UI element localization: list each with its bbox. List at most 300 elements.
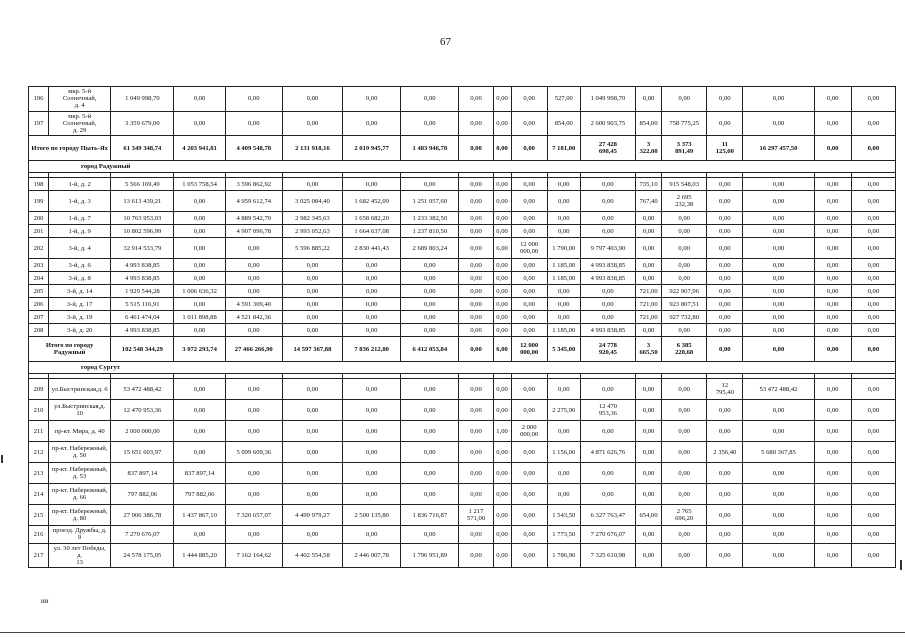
row-number: 208 <box>29 324 49 337</box>
value-cell: 0,00 <box>343 526 401 543</box>
value-cell: 0,00 <box>511 212 547 225</box>
total-value-cell: 1 483 946,78 <box>401 136 459 161</box>
value-cell: 0,00 <box>343 400 401 421</box>
city-heading-row <box>29 161 896 173</box>
table-row <box>29 178 896 191</box>
value-cell: 0,00 <box>851 238 895 259</box>
value-cell: 7 325 610,98 <box>580 543 635 568</box>
value-cell: 2 356,40 <box>707 442 743 463</box>
value-cell: 1 185,00 <box>547 324 580 337</box>
value-cell: 0,00 <box>493 298 511 311</box>
value-cell: 0,00 <box>511 259 547 272</box>
value-cell: 0,00 <box>225 379 282 400</box>
value-cell: 0,00 <box>282 324 342 337</box>
city-heading: город Сургут <box>29 362 896 374</box>
value-cell: 32 914 533,79 <box>111 238 174 259</box>
value-cell: 5 566 169,49 <box>111 178 174 191</box>
value-cell: 0,00 <box>282 272 342 285</box>
row-number: 200 <box>29 212 49 225</box>
value-cell: 0,00 <box>707 272 743 285</box>
value-cell: 0,00 <box>343 259 401 272</box>
value-cell: 797 882,06 <box>111 484 174 505</box>
value-cell: 0,00 <box>459 238 493 259</box>
value-cell: 1 796 951,89 <box>401 543 459 568</box>
row-number: 216 <box>29 526 49 543</box>
value-cell: 2 500 135,80 <box>343 505 401 526</box>
value-cell: 0,00 <box>493 212 511 225</box>
value-cell: 1 444 885,20 <box>174 543 225 568</box>
value-cell: 0,00 <box>547 225 580 238</box>
value-cell: 0,00 <box>401 400 459 421</box>
value-cell: 0,00 <box>743 484 814 505</box>
value-cell: 0,00 <box>851 463 895 484</box>
value-cell: 0,00 <box>580 379 635 400</box>
value-cell: 4 959 612,74 <box>225 191 282 212</box>
total-value-cell: 0,00 <box>493 136 511 161</box>
value-cell: 0,00 <box>511 178 547 191</box>
value-cell: 0,00 <box>851 225 895 238</box>
value-cell: 0,00 <box>174 272 225 285</box>
table-row <box>29 543 896 568</box>
table-row <box>29 225 896 238</box>
value-cell: 0,00 <box>743 111 814 136</box>
value-cell: 0,00 <box>547 463 580 484</box>
value-cell: 0,00 <box>636 259 662 272</box>
value-cell: 2 695 232,38 <box>662 191 707 212</box>
value-cell: 0,00 <box>547 311 580 324</box>
table-row <box>29 285 896 298</box>
total-value-cell: 0,00 <box>851 136 895 161</box>
value-cell: 0,00 <box>401 526 459 543</box>
address-cell: 3-й, д. 8 <box>49 272 111 285</box>
total-value-cell: 6 385 228,68 <box>662 337 707 362</box>
value-cell: 0,00 <box>743 259 814 272</box>
value-cell: 0,00 <box>282 463 342 484</box>
value-cell: 527,00 <box>547 87 580 112</box>
value-cell: 0,00 <box>493 543 511 568</box>
value-cell: 4 402 554,58 <box>282 543 342 568</box>
value-cell: 0,00 <box>547 212 580 225</box>
table-row <box>29 526 896 543</box>
value-cell: 4 591 309,40 <box>225 298 282 311</box>
address-cell: мкр. 5-й Солнечный, д. 4 <box>49 87 111 112</box>
value-cell: 0,00 <box>547 178 580 191</box>
value-cell: 915 548,03 <box>662 178 707 191</box>
value-cell: 1 049 998,70 <box>580 87 635 112</box>
value-cell: 0,00 <box>401 324 459 337</box>
value-cell: 1 437 867,10 <box>174 505 225 526</box>
value-cell: 0,00 <box>707 178 743 191</box>
value-cell: 0,00 <box>493 87 511 112</box>
row-number: 198 <box>29 178 49 191</box>
value-cell: 4 499 979,27 <box>282 505 342 526</box>
value-cell: 0,00 <box>343 484 401 505</box>
value-cell: 0,00 <box>743 191 814 212</box>
value-cell: 0,00 <box>636 526 662 543</box>
value-cell: 1 053 758,54 <box>174 178 225 191</box>
address-cell: ул.Быстринская,д. 6 <box>49 379 111 400</box>
value-cell: 4 993 838,85 <box>111 272 174 285</box>
value-cell: 837 897,14 <box>111 463 174 484</box>
value-cell: 6 327 763,47 <box>580 505 635 526</box>
value-cell: 0,00 <box>493 285 511 298</box>
value-cell: 0,00 <box>814 442 851 463</box>
row-number: 204 <box>29 272 49 285</box>
value-cell: 0,00 <box>174 225 225 238</box>
value-cell: 4 993 838,85 <box>111 324 174 337</box>
value-cell: 0,00 <box>343 463 401 484</box>
value-cell: 0,00 <box>459 311 493 324</box>
value-cell: 2 275,90 <box>547 400 580 421</box>
value-cell: 0,00 <box>225 400 282 421</box>
total-value-cell: 3 373 891,49 <box>662 136 707 161</box>
value-cell: 0,00 <box>225 324 282 337</box>
value-cell: 0,00 <box>174 259 225 272</box>
value-cell: 10 763 953,03 <box>111 212 174 225</box>
row-number: 196 <box>29 87 49 112</box>
value-cell: 0,00 <box>814 111 851 136</box>
value-cell: 0,00 <box>225 484 282 505</box>
value-cell: 767,40 <box>636 191 662 212</box>
value-cell: 0,00 <box>707 463 743 484</box>
value-cell: 0,00 <box>282 111 342 136</box>
value-cell: 4 521 842,36 <box>225 311 282 324</box>
value-cell: 1 185,00 <box>547 272 580 285</box>
value-cell: 0,00 <box>511 379 547 400</box>
value-cell: 0,00 <box>459 225 493 238</box>
value-cell: 3 025 084,40 <box>282 191 342 212</box>
value-cell: 0,00 <box>174 212 225 225</box>
city-heading: город Радужный <box>29 161 896 173</box>
value-cell: 6,00 <box>493 238 511 259</box>
value-cell: 0,00 <box>636 484 662 505</box>
address-cell: ул. 30 лет Победы, д. 13 <box>49 543 111 568</box>
value-cell: 0,00 <box>174 324 225 337</box>
address-cell: 1-й, д. 2 <box>49 178 111 191</box>
value-cell: 0,00 <box>707 505 743 526</box>
value-cell: 0,00 <box>401 178 459 191</box>
value-cell: 0,00 <box>225 87 282 112</box>
total-label: Итого по городу Пыть-Ях <box>29 136 111 161</box>
value-cell: 0,00 <box>401 421 459 442</box>
value-cell: 0,00 <box>851 484 895 505</box>
total-value-cell: 12 000 000,00 <box>511 337 547 362</box>
row-number: 209 <box>29 379 49 400</box>
value-cell: 0,00 <box>343 298 401 311</box>
value-cell: 0,00 <box>511 463 547 484</box>
total-value-cell: 0,00 <box>814 337 851 362</box>
value-cell: 1 543,50 <box>547 505 580 526</box>
value-cell: 0,00 <box>225 285 282 298</box>
value-cell: 0,00 <box>743 87 814 112</box>
value-cell: 721,00 <box>636 298 662 311</box>
value-cell: 0,00 <box>636 379 662 400</box>
value-cell: 0,00 <box>662 400 707 421</box>
value-cell: 0,00 <box>459 543 493 568</box>
value-cell: 0,00 <box>174 526 225 543</box>
value-cell: 4 993 838,85 <box>580 259 635 272</box>
address-cell: пр-кт. Набережный, д. 50 <box>49 442 111 463</box>
value-cell: 0,00 <box>547 379 580 400</box>
value-cell: 9 797 403,90 <box>580 238 635 259</box>
value-cell: 0,00 <box>814 212 851 225</box>
value-cell: 0,00 <box>743 225 814 238</box>
total-value-cell: 2 019 945,77 <box>343 136 401 161</box>
value-cell: 0,00 <box>814 379 851 400</box>
value-cell: 4 889 542,70 <box>225 212 282 225</box>
value-cell: 797 882,06 <box>174 484 225 505</box>
value-cell: 0,00 <box>636 442 662 463</box>
value-cell: 0,00 <box>814 526 851 543</box>
value-cell: 0,00 <box>743 238 814 259</box>
address-cell: 1-й, д. 3 <box>49 191 111 212</box>
value-cell: 0,00 <box>493 272 511 285</box>
value-cell: 1 786,90 <box>547 543 580 568</box>
value-cell: 0,00 <box>851 400 895 421</box>
table-row <box>29 111 896 136</box>
value-cell: 0,00 <box>580 484 635 505</box>
value-cell: 0,00 <box>459 442 493 463</box>
value-cell: 0,00 <box>814 272 851 285</box>
value-cell: 0,00 <box>662 543 707 568</box>
value-cell: 0,00 <box>459 379 493 400</box>
value-cell: 0,00 <box>814 463 851 484</box>
value-cell: 0,00 <box>225 272 282 285</box>
value-cell: 53 472 488,42 <box>743 379 814 400</box>
total-value-cell: 2 131 918,16 <box>282 136 342 161</box>
value-cell: 0,00 <box>174 442 225 463</box>
value-cell: 5 680 367,85 <box>743 442 814 463</box>
value-cell: 0,00 <box>851 259 895 272</box>
value-cell: 0,00 <box>511 87 547 112</box>
value-cell: 0,00 <box>814 238 851 259</box>
value-cell: 12 000 000,00 <box>511 238 547 259</box>
value-cell: 0,00 <box>459 178 493 191</box>
value-cell: 0,00 <box>401 311 459 324</box>
table-row <box>29 87 896 112</box>
value-cell: 0,00 <box>174 298 225 311</box>
value-cell: 5 099 609,36 <box>225 442 282 463</box>
value-cell: 0,00 <box>225 526 282 543</box>
value-cell: 1 773,50 <box>547 526 580 543</box>
value-cell: 1 011 898,88 <box>174 311 225 324</box>
value-cell: 0,00 <box>343 442 401 463</box>
value-cell: 0,00 <box>459 212 493 225</box>
total-value-cell: 0,00 <box>511 136 547 161</box>
value-cell: 0,00 <box>743 421 814 442</box>
row-number: 215 <box>29 505 49 526</box>
value-cell: 0,00 <box>851 285 895 298</box>
value-cell: 0,00 <box>401 463 459 484</box>
total-value-cell: 3 322,00 <box>636 136 662 161</box>
value-cell: 0,00 <box>707 526 743 543</box>
row-number: 197 <box>29 111 49 136</box>
city-heading-row <box>29 362 896 374</box>
table-row <box>29 212 896 225</box>
value-cell: 0,00 <box>493 463 511 484</box>
value-cell: 0,00 <box>707 191 743 212</box>
table-row <box>29 259 896 272</box>
value-cell: 1 237 810,50 <box>401 225 459 238</box>
value-cell: 4 993 838,85 <box>580 324 635 337</box>
value-cell: 0,00 <box>814 178 851 191</box>
value-cell: 1 929 544,28 <box>111 285 174 298</box>
value-cell: 0,00 <box>493 178 511 191</box>
row-number: 217 <box>29 543 49 568</box>
value-cell: 0,00 <box>851 379 895 400</box>
value-cell: 0,00 <box>743 272 814 285</box>
value-cell: 0,00 <box>851 442 895 463</box>
value-cell: 0,00 <box>636 272 662 285</box>
value-cell: 0,00 <box>493 311 511 324</box>
value-cell: 0,00 <box>662 87 707 112</box>
address-cell: пр-кт. Набережный, д. 66 <box>49 484 111 505</box>
value-cell: 0,00 <box>662 526 707 543</box>
address-cell: пр-кт. Мира, д. 40 <box>49 421 111 442</box>
value-cell: 1 156,00 <box>547 442 580 463</box>
address-cell: 3-й, д. 6 <box>49 259 111 272</box>
value-cell: 0,00 <box>511 543 547 568</box>
value-cell: 0,00 <box>743 285 814 298</box>
value-cell: 0,00 <box>851 212 895 225</box>
scan-left-tick <box>1 455 3 463</box>
value-cell: 0,00 <box>493 442 511 463</box>
value-cell: 0,00 <box>743 311 814 324</box>
value-cell: 0,00 <box>707 311 743 324</box>
row-number: 207 <box>29 311 49 324</box>
value-cell: 0,00 <box>662 259 707 272</box>
value-cell: 2 830 441,43 <box>343 238 401 259</box>
value-cell: 0,00 <box>707 225 743 238</box>
value-cell: 0,00 <box>743 526 814 543</box>
row-number: 205 <box>29 285 49 298</box>
value-cell: 1 006 636,32 <box>174 285 225 298</box>
value-cell: 0,00 <box>851 324 895 337</box>
value-cell: 0,00 <box>511 191 547 212</box>
value-cell: 0,00 <box>459 298 493 311</box>
row-number: 206 <box>29 298 49 311</box>
table-row <box>29 463 896 484</box>
row-number: 211 <box>29 421 49 442</box>
value-cell: 1 682 452,09 <box>343 191 401 212</box>
value-cell: 0,00 <box>493 111 511 136</box>
value-cell: 0,00 <box>580 463 635 484</box>
value-cell: 721,00 <box>636 285 662 298</box>
address-cell: 1-й, д. 7 <box>49 212 111 225</box>
value-cell: 0,00 <box>343 285 401 298</box>
value-cell: 0,00 <box>580 285 635 298</box>
value-cell: 0,00 <box>493 400 511 421</box>
value-cell: 0,00 <box>662 463 707 484</box>
value-cell: 0,00 <box>814 505 851 526</box>
value-cell: 0,00 <box>401 111 459 136</box>
value-cell: 4 993 838,85 <box>111 259 174 272</box>
value-cell: 1 658 682,20 <box>343 212 401 225</box>
value-cell: 0,00 <box>636 212 662 225</box>
value-cell: 0,00 <box>174 87 225 112</box>
value-cell: 0,00 <box>851 178 895 191</box>
value-cell: 0,00 <box>636 463 662 484</box>
value-cell: 0,00 <box>547 191 580 212</box>
address-cell: 1-й, д. 9 <box>49 225 111 238</box>
value-cell: 0,00 <box>636 324 662 337</box>
value-cell: 0,00 <box>225 463 282 484</box>
value-cell: 0,00 <box>511 111 547 136</box>
value-cell: 5 515 116,91 <box>111 298 174 311</box>
value-cell: 0,00 <box>511 225 547 238</box>
value-cell: 0,00 <box>511 324 547 337</box>
register-table <box>28 86 896 568</box>
value-cell: 0,00 <box>743 543 814 568</box>
value-cell: 0,00 <box>493 505 511 526</box>
value-cell: 1 233 382,50 <box>401 212 459 225</box>
value-cell: 0,00 <box>174 111 225 136</box>
value-cell: 0,00 <box>662 324 707 337</box>
value-cell: 0,00 <box>493 324 511 337</box>
value-cell: 0,00 <box>636 225 662 238</box>
value-cell: 1 049 998,70 <box>111 87 174 112</box>
value-cell: 0,00 <box>282 311 342 324</box>
value-cell: 7 320 657,07 <box>225 505 282 526</box>
value-cell: 854,00 <box>547 111 580 136</box>
value-cell: 0,00 <box>511 272 547 285</box>
value-cell: 0,00 <box>580 421 635 442</box>
total-value-cell: 3 072 293,74 <box>174 337 225 362</box>
value-cell: 0,00 <box>851 421 895 442</box>
value-cell: 0,00 <box>401 484 459 505</box>
value-cell: 0,00 <box>707 421 743 442</box>
value-cell: 2 689 803,24 <box>401 238 459 259</box>
value-cell: 0,00 <box>636 543 662 568</box>
total-value-cell: 102 548 344,29 <box>111 337 174 362</box>
value-cell: 1 790,00 <box>547 238 580 259</box>
value-cell: 0,00 <box>851 311 895 324</box>
value-cell: 0,00 <box>743 400 814 421</box>
value-cell: 0,00 <box>662 225 707 238</box>
value-cell: 13 613 439,21 <box>111 191 174 212</box>
value-cell: 758 775,25 <box>662 111 707 136</box>
value-cell: 0,00 <box>851 191 895 212</box>
value-cell: 0,00 <box>707 238 743 259</box>
value-cell: 0,00 <box>282 87 342 112</box>
value-cell: 0,00 <box>493 484 511 505</box>
city-total-row <box>29 337 896 362</box>
value-cell: 0,00 <box>343 421 401 442</box>
value-cell: 0,00 <box>511 442 547 463</box>
value-cell: 0,00 <box>493 259 511 272</box>
value-cell: 3 596 862,92 <box>225 178 282 191</box>
value-cell: 0,00 <box>743 463 814 484</box>
value-cell: 2 993 052,63 <box>282 225 342 238</box>
value-cell: 2 000 000,00 <box>511 421 547 442</box>
value-cell: 0,00 <box>743 212 814 225</box>
value-cell: 0,00 <box>851 111 895 136</box>
address-cell: 3-й, д. 14 <box>49 285 111 298</box>
value-cell: 0,00 <box>174 191 225 212</box>
row-number: 203 <box>29 259 49 272</box>
value-cell: 0,00 <box>851 298 895 311</box>
value-cell: 0,00 <box>343 178 401 191</box>
value-cell: 0,00 <box>511 311 547 324</box>
value-cell: 0,00 <box>707 324 743 337</box>
value-cell: 922 907,96 <box>662 285 707 298</box>
value-cell: 854,00 <box>636 111 662 136</box>
value-cell: 0,00 <box>401 379 459 400</box>
value-cell: 24 578 175,05 <box>111 543 174 568</box>
address-cell: 3-й, д. 20 <box>49 324 111 337</box>
value-cell: 0,00 <box>707 259 743 272</box>
value-cell: 0,00 <box>580 212 635 225</box>
